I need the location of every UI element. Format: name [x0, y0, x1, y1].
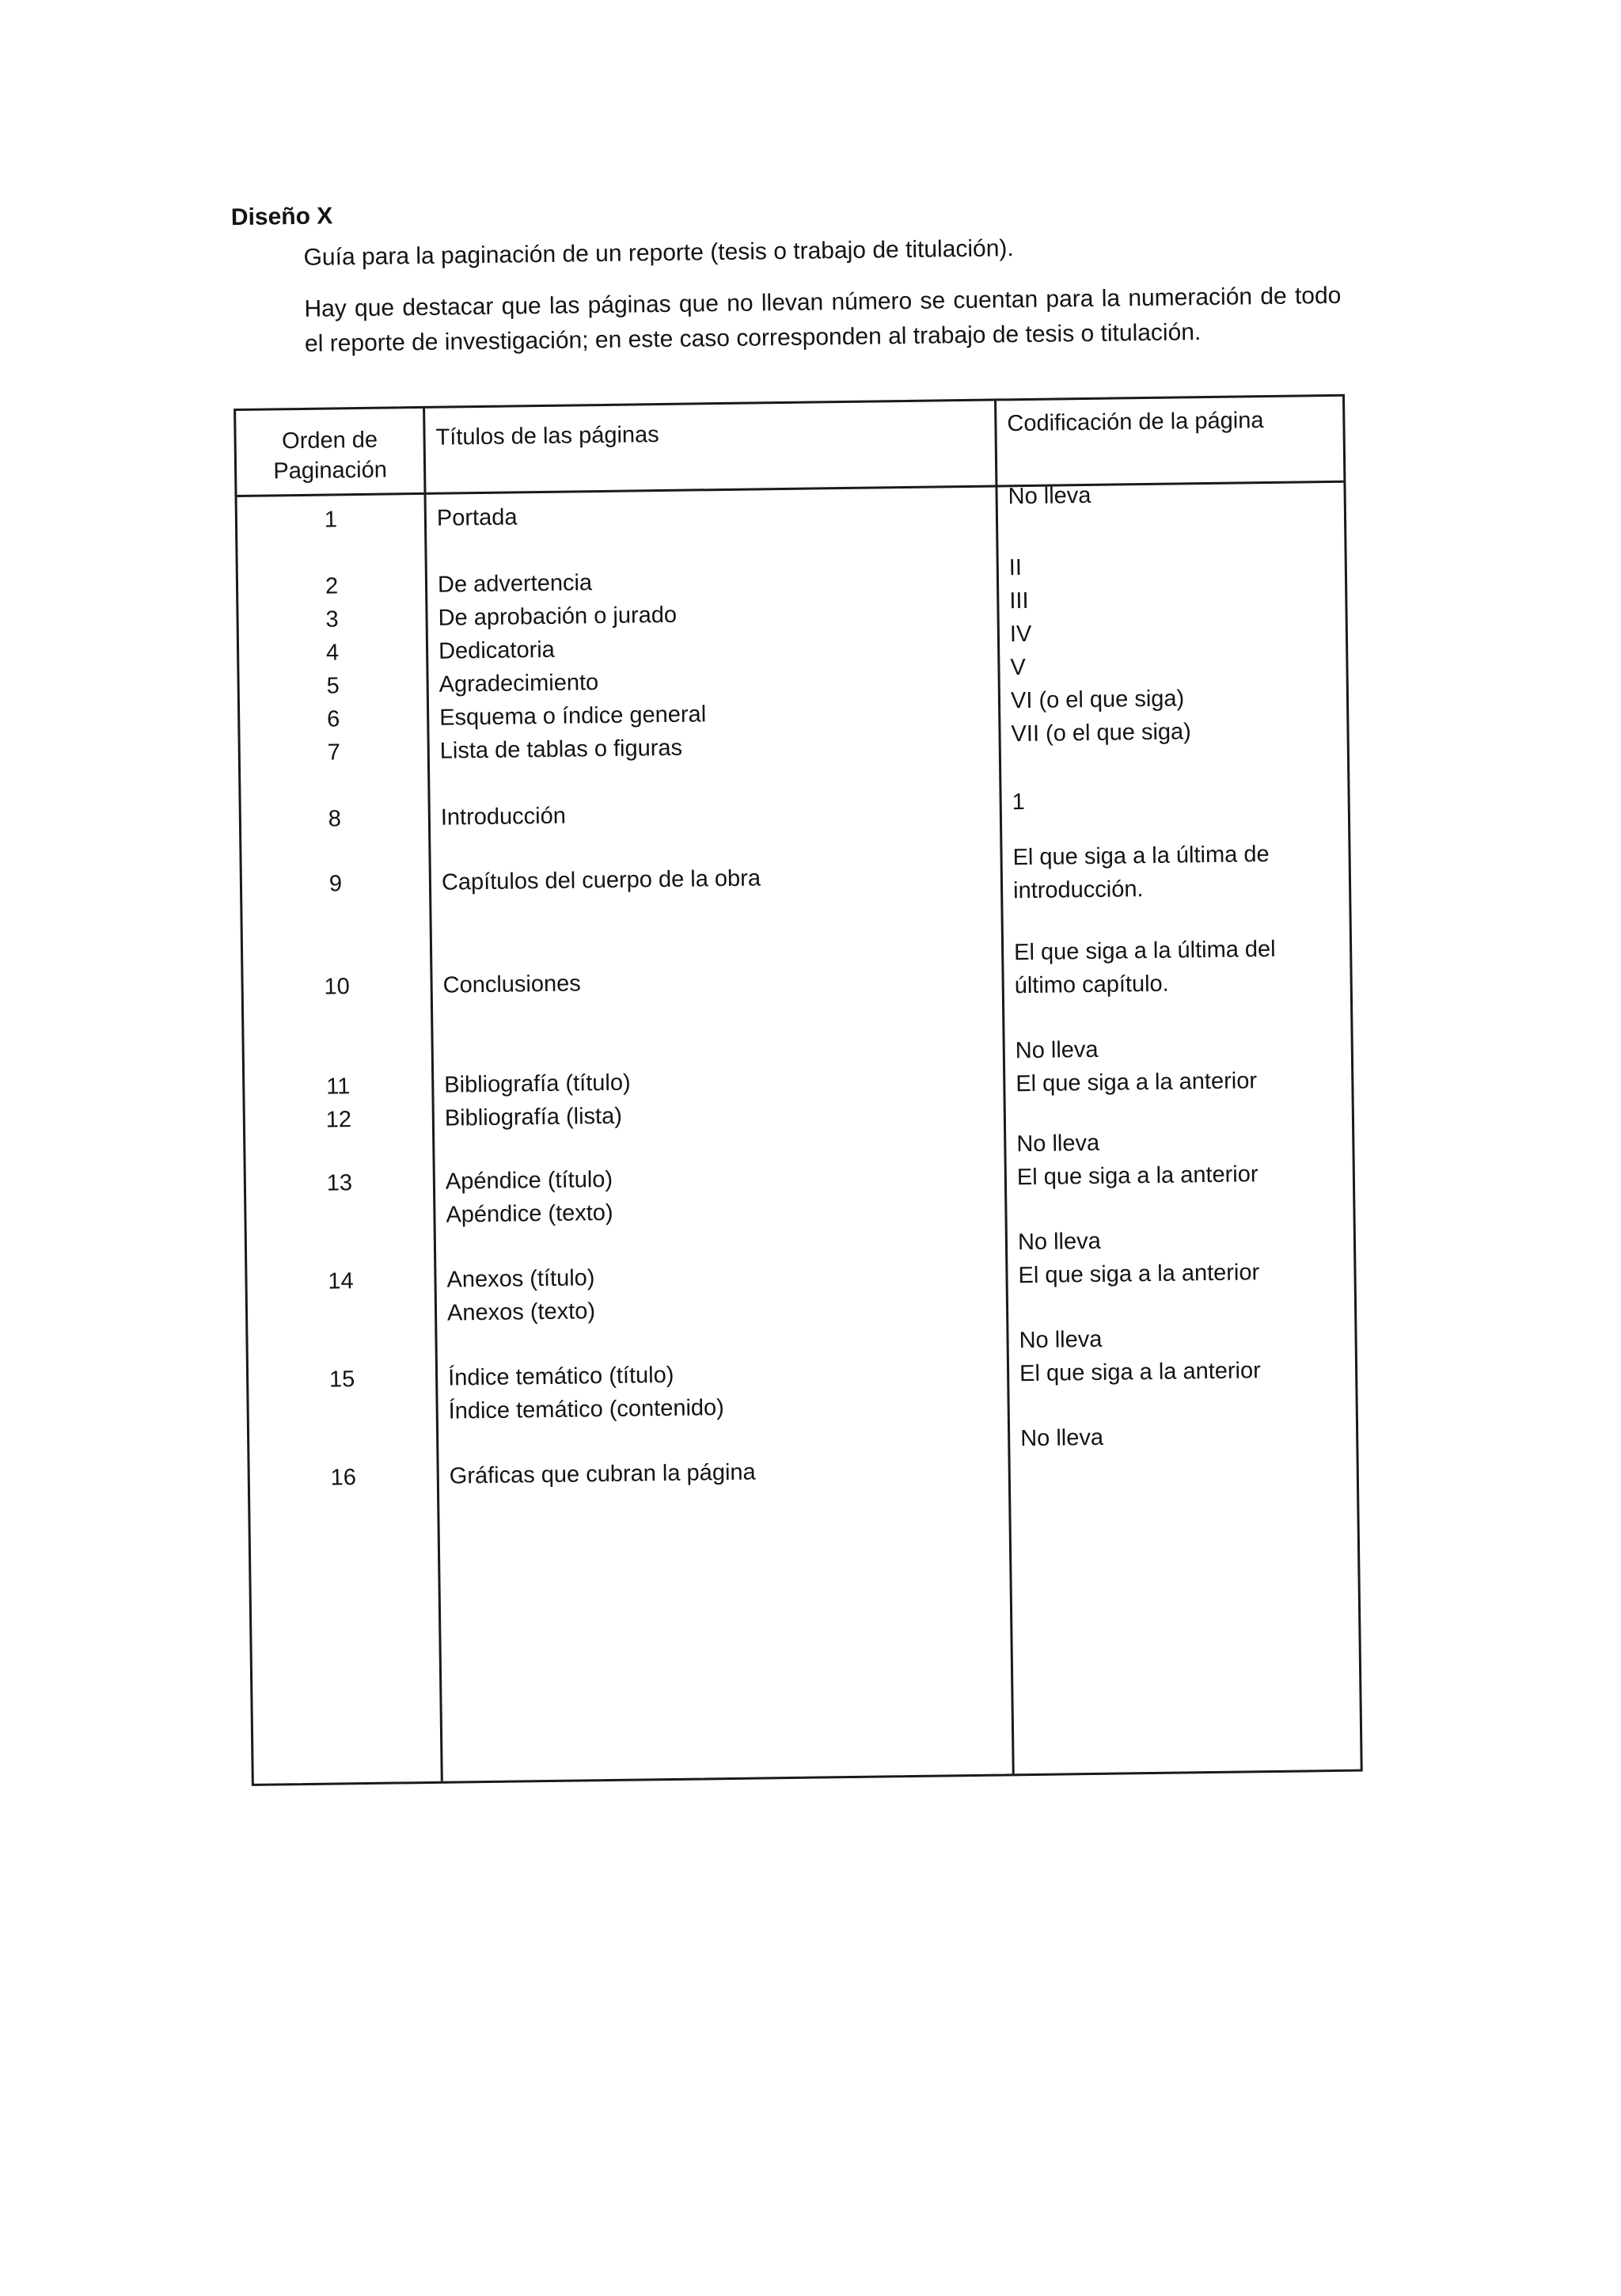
row-title: Introducción: [440, 803, 567, 831]
row-title: Índice temático (título): [447, 1362, 674, 1391]
document-subtitle: Guía para la paginación de un reporte (tesis o trabajo de titulación).: [303, 235, 1014, 271]
pagination-table: [233, 394, 1363, 1786]
row-code: III: [1009, 587, 1029, 614]
row-code-secondary: El que siga a la anterior: [1019, 1358, 1262, 1387]
row-code: V: [1010, 655, 1027, 681]
row-number: 10: [324, 974, 350, 1000]
row-title: Bibliografía (título): [444, 1070, 631, 1098]
row-title: De aprobación o jurado: [438, 602, 678, 631]
row-code: No lleva: [1019, 1326, 1103, 1354]
row-title: Bibliografía (lista): [444, 1103, 623, 1131]
row-title: Esquema o índice general: [439, 701, 707, 731]
row-number: 14: [328, 1268, 354, 1294]
row-title: Gráficas que cubran la página: [449, 1459, 756, 1489]
row-number: 5: [326, 673, 340, 699]
row-code-secondary: El que siga a la anterior: [1018, 1260, 1260, 1289]
row-code: El que siga a la última de introducción.: [1012, 842, 1270, 904]
row-title: Lista de tablas o figuras: [439, 735, 683, 764]
row-title: Agradecimiento: [438, 670, 599, 698]
row-code: VI (o el que siga): [1010, 686, 1185, 714]
row-code: El que siga a la anterior: [1015, 1068, 1258, 1097]
row-code: El que siga a la última del último capítulo.: [1013, 936, 1276, 999]
row-title: Conclusiones: [442, 971, 581, 998]
row-number: 1: [324, 507, 338, 533]
row-code: IV: [1009, 621, 1032, 648]
row-number: 13: [326, 1170, 353, 1196]
row-number: 9: [328, 871, 343, 897]
row-number: 2: [325, 573, 339, 599]
row-number: 3: [325, 606, 339, 633]
row-number: 15: [328, 1367, 355, 1393]
row-code: 1: [1012, 789, 1026, 815]
row-number: 6: [326, 706, 340, 732]
row-title: Portada: [436, 504, 518, 531]
row-code-secondary: El que siga a la anterior: [1016, 1161, 1258, 1191]
row-number: 7: [327, 739, 341, 766]
header-codificacion: Codificación de la página: [1007, 408, 1264, 437]
row-number: 12: [325, 1107, 352, 1133]
row-title-secondary: Índice temático (contenido): [448, 1395, 725, 1424]
row-code: No lleva: [1017, 1228, 1101, 1256]
row-title-secondary: Apéndice (texto): [446, 1199, 613, 1228]
row-code: No lleva: [1019, 1424, 1104, 1452]
row-code: No lleva: [1008, 482, 1091, 510]
row-title: Dedicatoria: [438, 637, 556, 664]
row-number: 11: [326, 1074, 351, 1100]
row-title: De advertencia: [437, 570, 593, 598]
row-title: Apéndice (título): [445, 1166, 613, 1195]
row-title: Anexos (título): [446, 1265, 595, 1293]
row-code: VII (o el que siga): [1011, 719, 1192, 747]
row-number: 4: [325, 640, 340, 666]
row-title: Capítulos del cuerpo de la obra: [441, 865, 761, 895]
document-heading: Diseño X: [230, 203, 333, 231]
row-title-secondary: Anexos (texto): [446, 1298, 596, 1326]
header-titulos: Títulos de las páginas: [435, 422, 659, 450]
document-note: Hay que destacar que las páginas que no llevan número se cuentan para la numeración de todo el reporte de investigación; en este caso corresponden al trabajo de tesis o titulación.: [304, 282, 1342, 357]
row-code: No lleva: [1016, 1130, 1100, 1158]
row-code: No lleva: [1015, 1036, 1099, 1064]
row-number: 8: [328, 806, 342, 832]
row-code: II: [1008, 555, 1023, 581]
row-number: 16: [330, 1465, 357, 1491]
header-orden: Orden de Paginación: [273, 427, 388, 485]
